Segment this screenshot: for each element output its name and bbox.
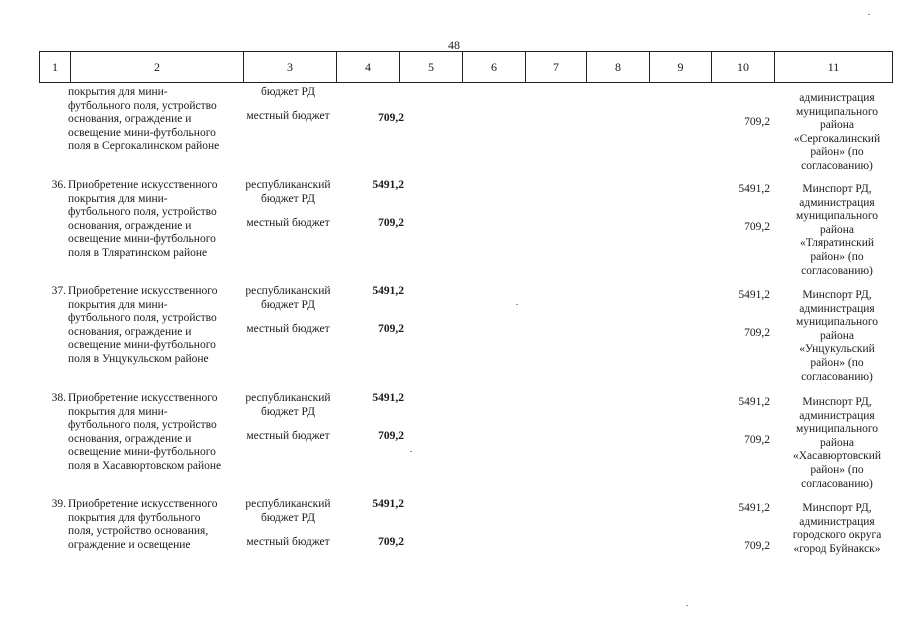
executor-line: администрация — [799, 302, 875, 315]
funding-source-local: местный бюджет — [246, 217, 330, 229]
row-title-line: поля в Сергокалинском районе — [68, 140, 220, 153]
executor-line: «город Буйнакск» — [793, 542, 881, 555]
executor-line: Минспорт РД, — [802, 183, 872, 195]
funding-source-line: бюджет РД — [261, 405, 315, 418]
row-title-line: основания, ограждение и — [68, 325, 192, 338]
row-title-line: футбольного поля, устройство — [68, 206, 217, 219]
scan-speck — [686, 605, 688, 606]
executor-line: района — [819, 329, 855, 342]
row-title-line: покрытия для футбольного — [68, 511, 201, 524]
row-title-line: Приобретение искусственного — [68, 285, 218, 297]
column-header-7: 7 — [526, 52, 587, 83]
executor — [772, 92, 902, 174]
row-title-line: освещение мини-футбольного — [68, 233, 216, 246]
row-title-line: освещение мини-футбольного — [68, 339, 216, 352]
scan-speck — [868, 14, 870, 15]
total-amount-local: 709,2 — [378, 536, 404, 548]
row-title-line: покрытия для мини- — [68, 192, 168, 205]
executor-line: согласованию) — [801, 370, 873, 383]
column-header-11: 11 — [775, 52, 893, 83]
funding-source-line: бюджет РД — [261, 86, 315, 98]
executor-line: «Сергокалинский — [793, 132, 881, 145]
funding-source-local: местный бюджет — [246, 323, 330, 335]
funding-source-republic — [236, 285, 340, 312]
row-title-line: основания, ограждение и — [68, 219, 192, 232]
column-header-4: 4 — [337, 52, 400, 83]
executor-line: «Унцукульский — [799, 343, 875, 356]
row-title — [68, 498, 233, 552]
funding-source-line: бюджет РД — [261, 511, 315, 524]
executor-line: муниципального — [795, 210, 879, 223]
column-header-row — [40, 52, 893, 83]
executor-line: «Хасавюртовский — [792, 450, 882, 463]
executor-line: администрация — [799, 92, 875, 104]
row-title-line: Приобретение искусственного — [68, 498, 218, 510]
row-title-line: Приобретение искусственного — [68, 392, 218, 404]
row-title-line: основания, ограждение и — [68, 113, 192, 126]
executor-line: Минспорт РД, — [802, 502, 872, 514]
row-title-line: футбольного поля, устройство — [68, 312, 217, 325]
column-header-6: 6 — [463, 52, 526, 83]
scan-speck — [516, 304, 518, 305]
year-amount-local: 709,2 — [744, 540, 770, 552]
executor — [772, 396, 902, 491]
row-title-line: покрытия для мини- — [68, 86, 168, 98]
column-header-5: 5 — [400, 52, 463, 83]
funding-source-line: республиканский — [245, 179, 331, 191]
row-title — [68, 392, 233, 474]
row-number: 38. — [51, 392, 66, 404]
column-header-10: 10 — [712, 52, 775, 83]
year-amount-local: 709,2 — [744, 327, 770, 339]
total-amount-local: 709,2 — [378, 112, 404, 124]
executor-line: района — [819, 119, 855, 132]
funding-source-line: бюджет РД — [261, 298, 315, 311]
year-amount-local: 709,2 — [744, 434, 770, 446]
executor — [772, 289, 902, 384]
total-amount-local: 709,2 — [378, 217, 404, 229]
executor-line: «Тляратинский — [799, 237, 875, 250]
executor-line: район» (по — [810, 146, 864, 159]
row-number: 36. — [51, 179, 66, 191]
row-title-line: поля в Хасавюртовском районе — [68, 459, 222, 472]
row-title-line: освещение мини-футбольного — [68, 126, 216, 139]
total-amount-republic: 5491,2 — [372, 285, 404, 297]
row-title — [68, 179, 233, 261]
scan-speck — [410, 451, 412, 452]
year-amount-republic: 5491,2 — [738, 502, 770, 514]
funding-source-republic — [236, 86, 340, 100]
total-amount-local: 709,2 — [378, 430, 404, 442]
total-amount-republic: 5491,2 — [372, 498, 404, 510]
executor-line: муниципального — [795, 423, 879, 436]
executor-line: район» (по — [810, 356, 864, 369]
executor-line: согласованию) — [801, 159, 873, 172]
row-title-line: освещение мини-футбольного — [68, 446, 216, 459]
executor-line: района — [819, 223, 855, 236]
column-header-1: 1 — [40, 52, 71, 83]
year-amount-local: 709,2 — [744, 116, 770, 128]
row-title — [68, 86, 233, 154]
row-number: 39. — [51, 498, 66, 510]
row-title-line: поля в Тляратинском районе — [68, 246, 208, 259]
column-header-8: 8 — [587, 52, 650, 83]
funding-source-local: местный бюджет — [246, 110, 330, 122]
row-title-line: футбольного поля, устройство — [68, 419, 217, 432]
total-amount-republic: 5491,2 — [372, 392, 404, 404]
funding-source-line: республиканский — [245, 392, 331, 404]
year-amount-republic: 5491,2 — [738, 396, 770, 408]
year-amount-republic: 5491,2 — [738, 183, 770, 195]
row-title — [68, 285, 233, 367]
executor-line: район» (по — [810, 250, 864, 263]
row-title-line: покрытия для мини- — [68, 405, 168, 418]
executor-line: муниципального — [795, 316, 879, 329]
row-number: 37. — [51, 285, 66, 297]
funding-source-republic — [236, 392, 340, 419]
row-title-line: ограждение и освещение — [68, 538, 191, 551]
total-amount-local: 709,2 — [378, 323, 404, 335]
executor-line: согласованию) — [801, 264, 873, 277]
executor-line: муниципального — [795, 105, 879, 118]
executor-line: согласованию) — [801, 477, 873, 490]
executor — [772, 502, 902, 556]
funding-source-republic — [236, 498, 340, 525]
year-amount-local: 709,2 — [744, 221, 770, 233]
funding-source-line: республиканский — [245, 498, 331, 510]
year-amount-republic: 5491,2 — [738, 289, 770, 301]
executor-line: администрация — [799, 409, 875, 422]
row-title-line: Приобретение искусственного — [68, 179, 218, 191]
row-title-line: основания, ограждение и — [68, 432, 192, 445]
row-title-line: поля в Унцукульском районе — [68, 352, 209, 365]
funding-source-republic — [236, 179, 340, 206]
executor-line: район» (по — [810, 463, 864, 476]
column-header-3: 3 — [244, 52, 337, 83]
page-number: 48 — [448, 38, 460, 52]
funding-source-local: местный бюджет — [246, 536, 330, 548]
executor-line: района — [819, 436, 855, 449]
executor-line: городского округа — [792, 529, 882, 542]
executor — [772, 183, 902, 278]
row-title-line: поля, устройство основания, — [68, 525, 209, 538]
row-title-line: покрытия для мини- — [68, 298, 168, 311]
total-amount-republic: 5491,2 — [372, 179, 404, 191]
column-header-2: 2 — [71, 52, 244, 83]
column-header-table — [39, 51, 893, 83]
executor-line: администрация — [799, 196, 875, 209]
funding-source-line: республиканский — [245, 285, 331, 297]
executor-line: Минспорт РД, — [802, 289, 872, 301]
executor-line: администрация — [799, 515, 875, 528]
funding-source-local: местный бюджет — [246, 430, 330, 442]
row-title-line: футбольного поля, устройство — [68, 99, 217, 112]
executor-line: Минспорт РД, — [802, 396, 872, 408]
column-header-9: 9 — [650, 52, 712, 83]
funding-source-line: бюджет РД — [261, 192, 315, 205]
